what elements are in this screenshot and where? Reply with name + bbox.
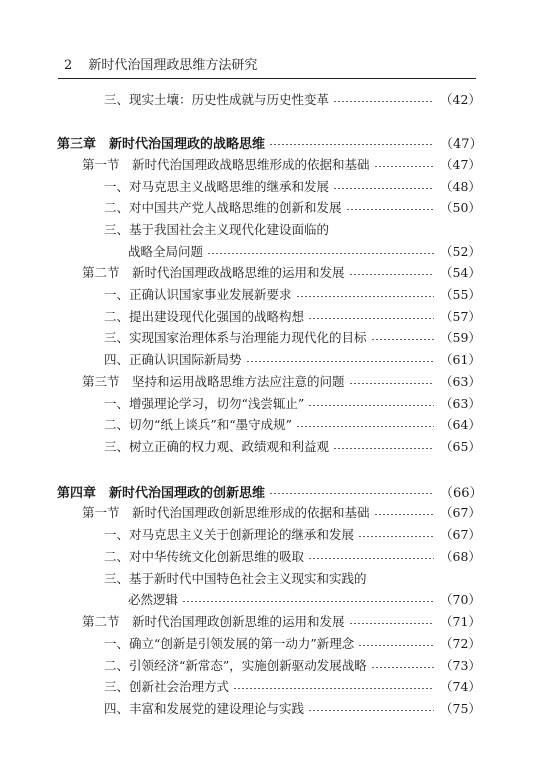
header-rule — [58, 78, 476, 79]
leader-dots — [371, 667, 434, 668]
leader-dots — [269, 144, 434, 145]
leader-dots — [207, 253, 434, 254]
leader-dots — [246, 361, 434, 362]
leader-dots — [333, 101, 434, 102]
leader-dots — [333, 448, 434, 449]
leader-dots — [269, 493, 434, 494]
toc-item: 一、对马克思主义关于创新理论的继承和发展 （67） — [104, 527, 481, 542]
toc-item: 一、对马克思主义战略思维的继承和发展 （48） — [104, 179, 481, 194]
leader-dots — [374, 166, 434, 167]
leader-dots — [358, 645, 434, 646]
page-number: 2 — [64, 58, 73, 73]
toc-item: 三、基于新时代中国特色社会主义现实和实践的 — [104, 571, 367, 586]
leader-dots — [349, 383, 434, 384]
toc-item: 三、创新社会治理方式 （74） — [104, 679, 481, 694]
toc-item: 二、提出建设现代化强国的战略构想 （57） — [104, 309, 481, 324]
leader-dots — [308, 710, 434, 711]
toc-item: 三、现实土壤：历史性成就与历史性变革 （42） — [104, 92, 481, 107]
leader-dots — [374, 514, 434, 515]
toc-item-continued: 战略全局问题 （52） — [128, 244, 481, 259]
book-title: 新时代治国理政思维方法研究 — [88, 58, 258, 73]
leader-dots — [296, 296, 434, 297]
running-header — [64, 54, 257, 73]
toc-item: 四、丰富和发展党的建设理论与实践 （75） — [104, 701, 481, 716]
toc-item: 四、正确认识国际新局势 （61） — [104, 352, 481, 367]
toc-item: 一、正确认识国家事业发展新要求 （55） — [104, 287, 481, 302]
leader-dots — [182, 601, 434, 602]
toc-item-continued: 必然逻辑 （70） — [128, 592, 481, 607]
leader-dots — [349, 274, 434, 275]
toc-section: 第一节 新时代治国理政战略思维形成的依据和基础 （47） — [82, 157, 481, 172]
toc-item: 二、切勿“纸上谈兵”和“墨守成规” （64） — [104, 417, 481, 432]
toc-item: 二、对中国共产党人战略思维的创新和发展 （50） — [104, 200, 481, 215]
leader-dots — [349, 623, 434, 624]
toc-item: 一、确立“创新是引领发展的第一动力”新理念 （72） — [104, 636, 481, 651]
toc-section: 第一节 新时代治国理政创新思维形成的依据和基础 （67） — [82, 505, 481, 520]
toc-item: 三、实现国家治理体系与治理能力现代化的目标 （59） — [104, 330, 481, 345]
leader-dots — [308, 405, 434, 406]
toc-item: 二、引领经济“新常态”，实施创新驱动发展战略 （73） — [104, 658, 481, 673]
toc-item: 二、对中华传统文化创新思维的吸取 （68） — [104, 549, 481, 564]
leader-dots — [358, 536, 434, 537]
toc-item: 一、增强理论学习，切勿“浅尝辄止” （63） — [104, 396, 481, 411]
leader-dots — [333, 188, 434, 189]
toc-item: 三、基于我国社会主义现代化建设面临的 — [104, 222, 330, 237]
leader-dots — [296, 426, 434, 427]
toc-section: 第二节 新时代治国理政战略思维的运用和发展 （54） — [82, 265, 481, 280]
leader-dots — [233, 688, 434, 689]
leader-dots — [346, 209, 434, 210]
toc-item: 三、树立正确的权力观、政绩观和利益观 （65） — [104, 439, 481, 454]
leader-dots — [371, 339, 434, 340]
toc-section: 第三节 坚持和运用战略思维方法应注意的问题 （63） — [82, 374, 481, 389]
leader-dots — [308, 318, 434, 319]
leader-dots — [308, 558, 434, 559]
toc-chapter: 第四章 新时代治国理政的创新思维 （66） — [57, 485, 483, 501]
toc-chapter: 第三章 新时代治国理政的战略思维 （47） — [57, 136, 483, 152]
toc-section: 第二节 新时代治国理政创新思维的运用和发展 （71） — [82, 614, 481, 629]
